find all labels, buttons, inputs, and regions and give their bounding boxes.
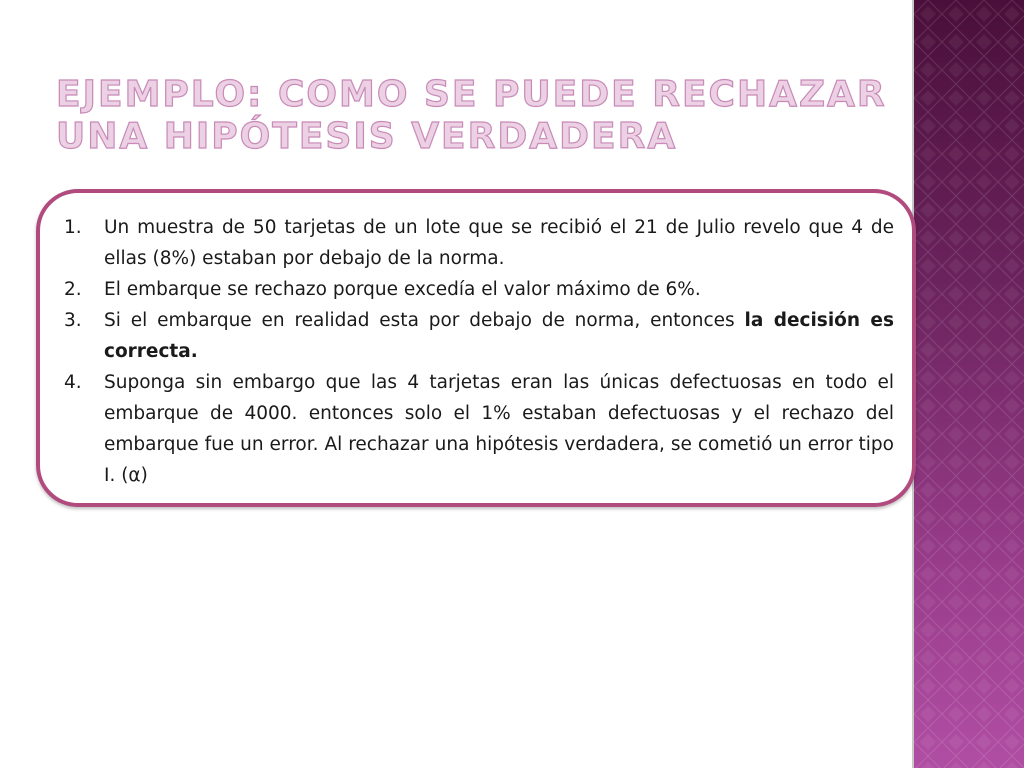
slide-title: EJEMPLO: COMO SE PUEDE RECHAZAR UNA HIPÓTESIS VERDADERA: [56, 74, 887, 157]
numbered-list: [64, 212, 894, 491]
list-item-text: Un muestra de 50 tarjetas de un lote que se recibió el 21 de Julio revelo que 4 de ellas (8%) estaban por debajo de la norma.: [104, 217, 894, 269]
list-item-text: Suponga sin embargo que las 4 tarjetas eran las únicas defectuosas en todo el embarque de 4000. entonces solo el 1% estaban defectuosas y el rechazo del embarque fue un error. Al rechazar una hipótesis verdadera, se cometió un error tipo I. (α): [104, 372, 894, 486]
list-item-text: El embarque se rechazo porque excedía el valor máximo de 6%.: [104, 279, 701, 300]
list-item: [64, 367, 894, 491]
list-item: [64, 212, 894, 274]
list-number: 3.: [64, 310, 82, 331]
list-number: 2.: [64, 279, 82, 300]
content-box: [36, 189, 916, 507]
list-number: 1.: [64, 217, 82, 238]
list-item-bold-text: la decisión es correcta.: [104, 310, 894, 362]
list-item: [64, 274, 894, 305]
list-number: 4.: [64, 372, 82, 393]
list-item: [64, 305, 894, 367]
diamond-pattern: [914, 0, 1024, 768]
decorative-side-panel: [912, 0, 1024, 768]
list-item-text: Si el embarque en realidad esta por debajo de norma, entonces: [104, 310, 745, 331]
